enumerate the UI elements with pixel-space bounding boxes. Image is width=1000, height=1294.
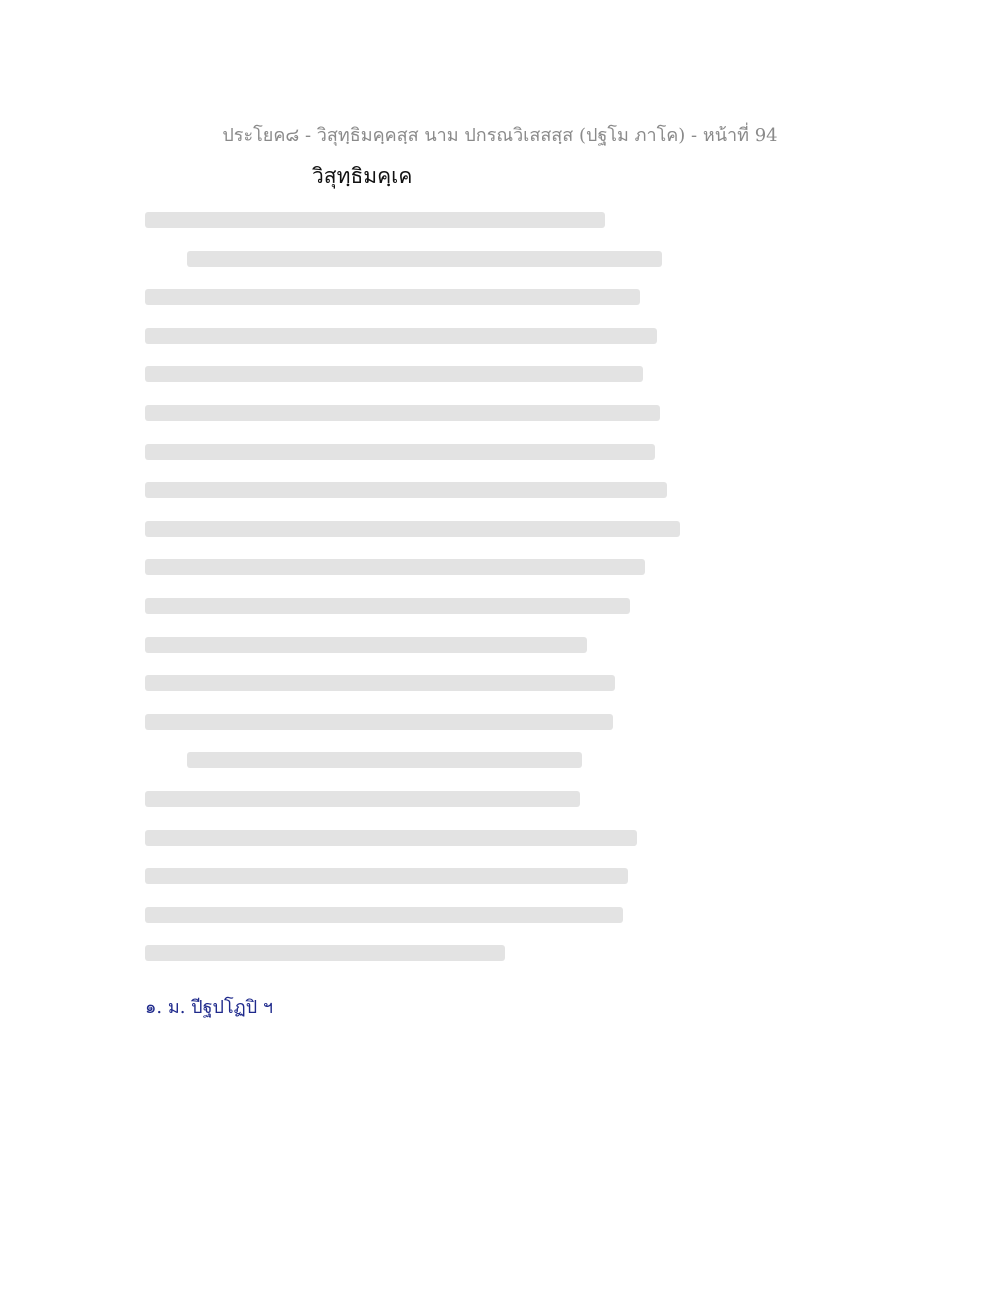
- text-line: [145, 897, 685, 936]
- text-line: [145, 472, 685, 511]
- text-line: [145, 202, 685, 241]
- text-line: [145, 588, 685, 627]
- text-line: [145, 858, 685, 897]
- text-line: [145, 356, 685, 395]
- text-line: [145, 241, 685, 280]
- text-line: [145, 781, 685, 820]
- text-line: [145, 395, 685, 434]
- text-line: [145, 935, 685, 974]
- chapter-title: วิสุทฺธิมคฺเค: [312, 164, 413, 188]
- text-line: [145, 665, 685, 704]
- footnote: ๑. ม. ปีฐปโฏปิ ฯ: [145, 997, 273, 1018]
- text-line: [145, 318, 685, 357]
- text-line: [145, 279, 685, 318]
- running-header: ประโยค๘ - วิสุทฺธิมคฺคสฺส นาม ปกรณวิเสสสฺส (ปฐโม ภาโค) - หน้าที่ 94: [222, 125, 778, 146]
- text-line: [145, 742, 685, 781]
- text-line: [145, 820, 685, 859]
- text-line: [145, 549, 685, 588]
- text-line: [145, 434, 685, 473]
- text-line: [145, 511, 685, 550]
- text-line: [145, 704, 685, 743]
- text-line: [145, 627, 685, 666]
- body-text-placeholder: [145, 202, 685, 974]
